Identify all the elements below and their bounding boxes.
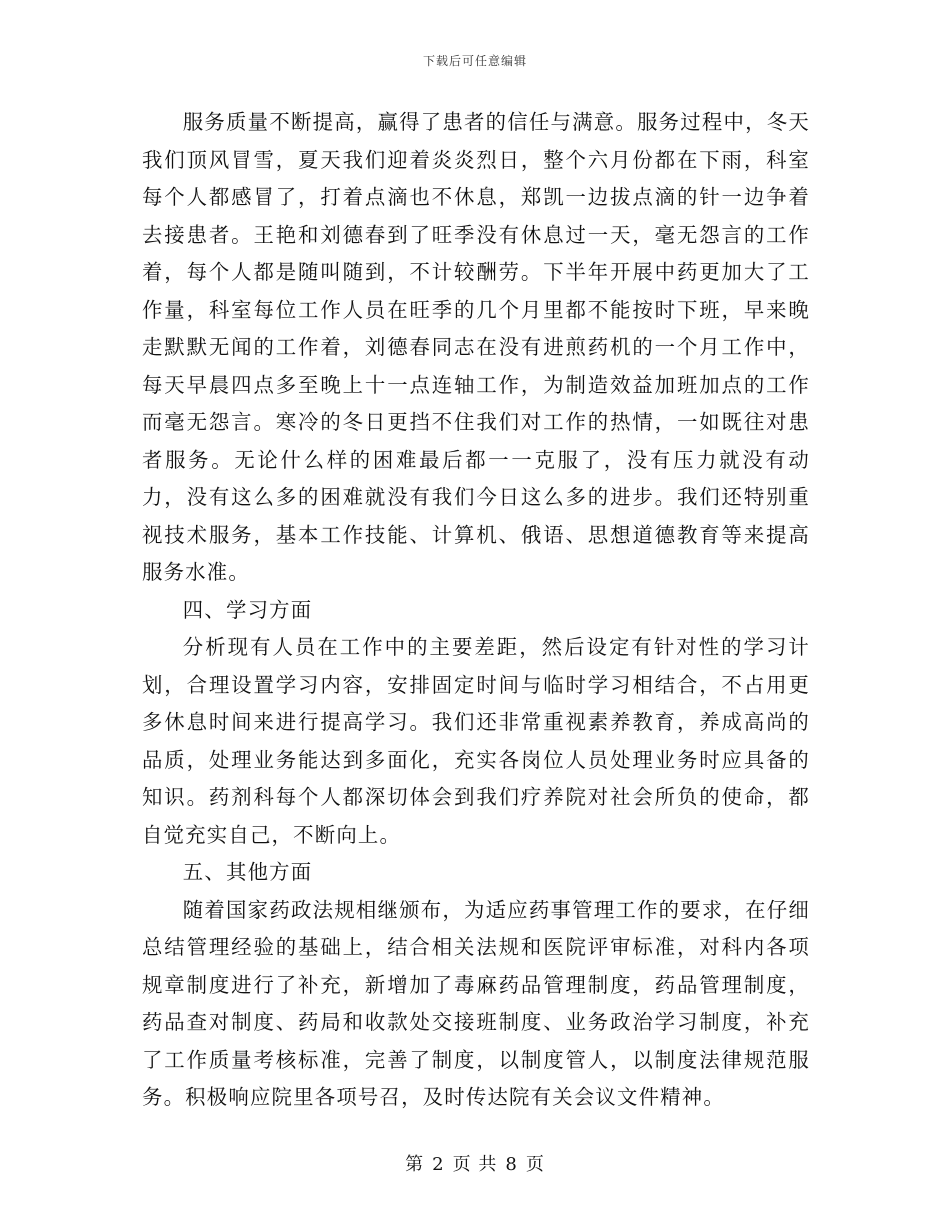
footer-suffix: 页 xyxy=(525,1154,545,1175)
paragraph-study: 分析现有人员在工作中的主要差距，然后设定有针对性的学习计划，合理设置学习内容，安排固定时间与临时学习相结合，不占用更多休息时间来进行提高学习。我们还非常重视素养教育，养成高尚的品质，处理业务能达到多面化，充实各岗位人员处理业务时应具备的知识。药剂科每个人都深切体会到我们疗养院对社会所负的使命，都自觉充实自己，不断向上。 xyxy=(142,635,810,847)
section-heading-study: 四、学习方面 xyxy=(182,597,313,622)
page-footer xyxy=(0,1150,950,1176)
paragraph-service-quality: 服务质量不断提高，赢得了患者的信任与满意。服务过程中，冬天我们顶风冒雪，夏天我们迎着炎炎烈日，整个六月份都在下雨，科室每个人都感冒了，打着点滴也不休息，郑凯一边拔点滴的针一边争着去接患者。王艳和刘德春到了旺季没有休息过一天，毫无怨言的工作着，每个人都是随叫随到，不计较酬劳。下半年开展中药更加大了工作量，科室每位工作人员在旺季的几个月里都不能按时下班，早来晚走默默无闻的工作着，刘德春同志在没有进煎药机的一个月工作中，每天早晨四点多至晚上十一点连轴工作，为制造效益加班加点的工作而毫无怨言。寒冷的冬日更挡不住我们对工作的热情，一如既往对患者服务。无论什么样的困难最后都一一克服了，没有压力就没有动力，没有这么多的困难就没有我们今日这么多的进步。我们还特别重视技术服务，基本工作技能、计算机、俄语、思想道德教育等来提高服务水准。 xyxy=(142,110,810,584)
footer-prefix: 第 xyxy=(405,1154,425,1175)
footer-total-pages: 8 xyxy=(505,1154,518,1175)
section-heading-other: 五、其他方面 xyxy=(182,860,313,884)
paragraph-other: 随着国家药政法规相继颁布，为适应药事管理工作的要求，在仔细总结管理经验的基础上，结合相关法规和医院评审标准，对科内各项规章制度进行了补充，新增加了毒麻药品管理制度，药品管理制度，药品查对制度、药局和收款处交接班制度、业务政治学习制度，补充了工作质量考核标准，完善了制度，以制度管人，以制度法律规范服务。积极响应院里各项号召，及时传达院有关会议文件精神。 xyxy=(142,897,810,1109)
page-header: 下载后可任意编辑 xyxy=(422,54,527,68)
document-body xyxy=(142,104,810,1117)
footer-page-number: 2 xyxy=(432,1154,445,1175)
footer-middle: 页 共 xyxy=(452,1154,498,1175)
